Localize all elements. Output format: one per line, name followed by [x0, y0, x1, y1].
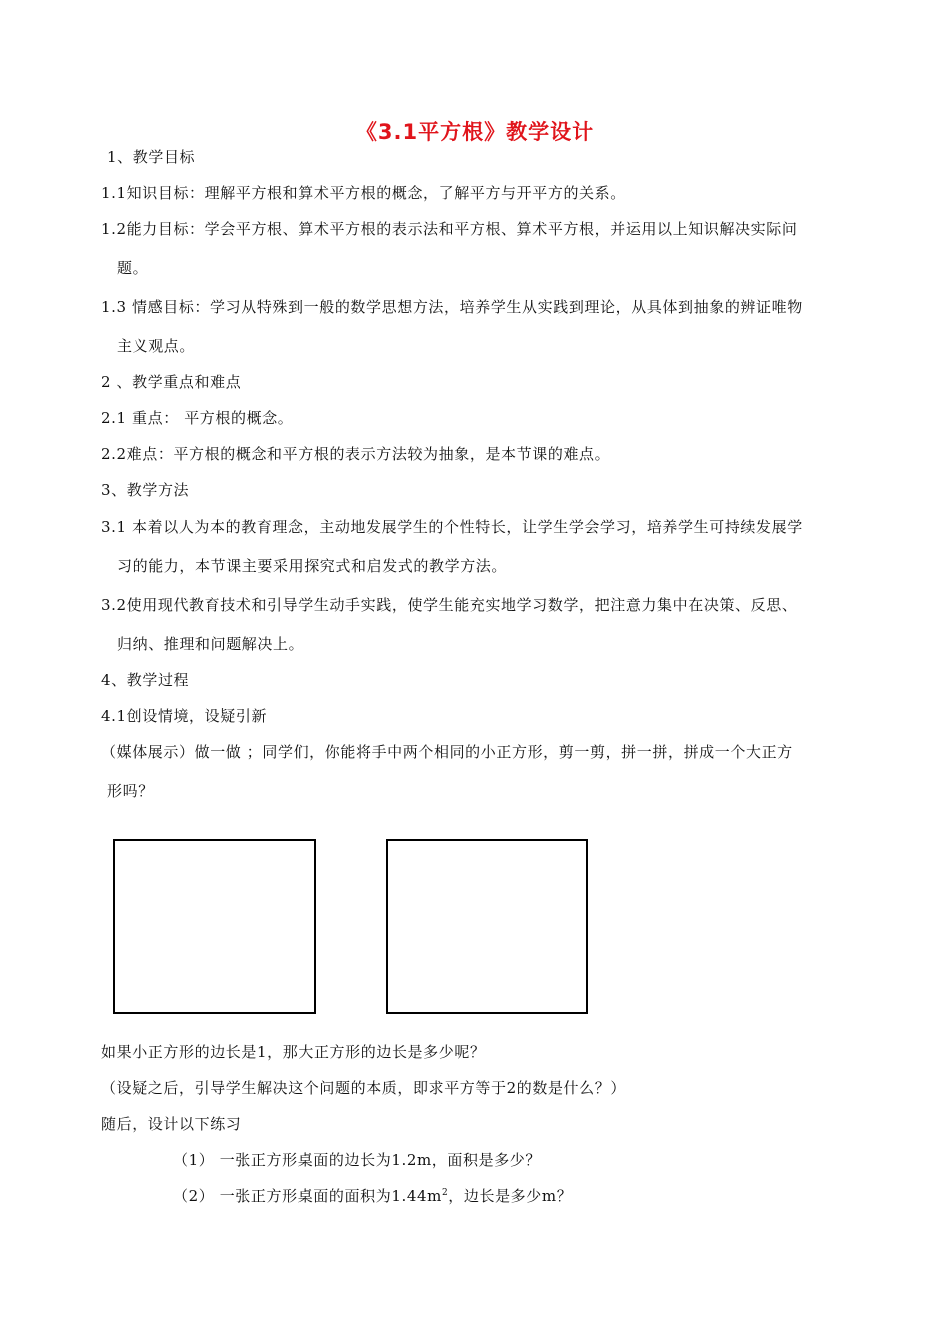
paragraph-2-1: 2.1 重点： 平方根的概念。 — [101, 409, 294, 427]
paragraph-1-3: 1.3 情感目标：学习从特殊到一般的数学思想方法，培养学生从实践到理论，从具体到抽象的辨证唯物 — [101, 298, 803, 316]
paragraph-1-2: 1.2能力目标：学会平方根、算术平方根的表示法和平方根、算术平方根，并运用以上知识解决实际问 — [101, 220, 798, 238]
section-1-heading: 1、教学目标 — [107, 148, 196, 166]
paragraph-4-1: 4.1创设情境，设疑引新 — [101, 707, 268, 725]
exercise-2-text: （2） 一张正方形桌面的面积为1.44m — [173, 1187, 442, 1205]
paragraph-1-1: 1.1知识目标：理解平方根和算术平方根的概念，了解平方与开平方的关系。 — [101, 184, 626, 202]
small-square-right — [386, 839, 588, 1014]
section-2-heading: 2 、教学重点和难点 — [101, 373, 242, 391]
paragraph-3-2-cont: 归纳、推理和问题解决上。 — [117, 635, 305, 653]
paragraph-1-2-cont: 题。 — [117, 259, 149, 277]
paragraph-media-cont: 形吗？ — [107, 782, 154, 800]
question-side-length: 如果小正方形的边长是1，那大正方形的边长是多少呢？ — [101, 1043, 486, 1061]
small-square-left — [113, 839, 316, 1014]
section-3-heading: 3、教学方法 — [101, 481, 190, 499]
exercise-2 — [173, 1185, 572, 1206]
paragraph-2-2: 2.2难点：平方根的概念和平方根的表示方法较为抽象，是本节课的难点。 — [101, 445, 611, 463]
exercise-2-text-end: ，边长是多少m？ — [448, 1187, 573, 1205]
document-title: 《3.1平方根》教学设计 — [355, 120, 595, 144]
paragraph-1-3-cont: 主义观点。 — [117, 337, 196, 355]
exercise-intro: 随后，设计以下练习 — [101, 1115, 242, 1133]
exercise-2-superscript: 2 — [441, 1188, 449, 1198]
paragraph-3-1-cont: 习的能力，本节课主要采用探究式和启发式的教学方法。 — [117, 557, 508, 575]
paragraph-3-2: 3.2使用现代教育技术和引导学生动手实践，使学生能充实地学习数学，把注意力集中在决策、反思、 — [101, 596, 798, 614]
paragraph-3-1: 3.1 本着以人为本的教育理念，主动地发展学生的个性特长，让学生学会学习，培养学生可持续发展学 — [101, 518, 803, 536]
exercise-1: （1） 一张正方形桌面的边长为1.2m，面积是多少？ — [173, 1151, 541, 1169]
paragraph-media: （媒体展示）做一做 ；同学们，你能将手中两个相同的小正方形，剪一剪，拼一拼，拼成一个大正方 — [101, 743, 793, 761]
section-4-heading: 4、教学过程 — [101, 671, 190, 689]
question-note: （设疑之后，引导学生解决这个问题的本质，即求平方等于2的数是什么？） — [101, 1079, 626, 1097]
